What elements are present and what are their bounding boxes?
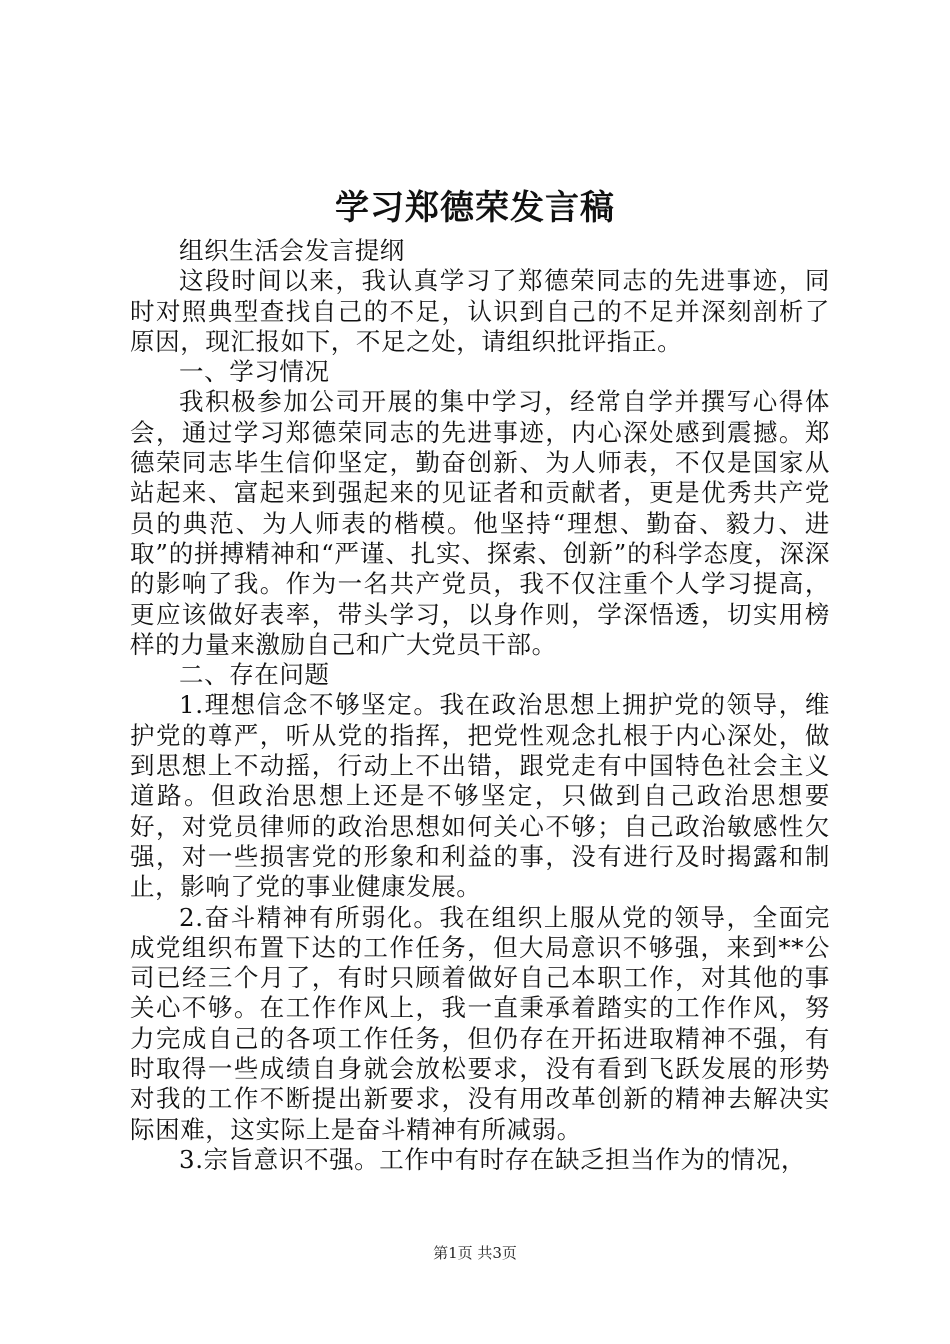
document-body bbox=[130, 236, 830, 1175]
paragraph-heading-outline: 组织生活会发言提纲 bbox=[179, 236, 405, 265]
paragraph-problem-3: 3.宗旨意识不强。工作中有时存在缺乏担当作为的情况， bbox=[179, 1144, 806, 1174]
section-heading-problems: 二、存在问题 bbox=[179, 660, 330, 690]
paragraph-problem-2: 2.奋斗精神有所弱化。我在组织上服从党的领导，全面完成党组织布置下达的工作任务，但大局意识不够强，来到**公司已经三个月了，有时只顾着做好自己本职工作，对其他的事关心不够。在工作作风上，我一直秉承着踏实的工作作风，努力完成自己的各项工作任务，但仍存在开拓进取精神不强，有时取得一些成绩自身就会放松要求，没有看到飞跃发展的形势对我的工作不断提出新要求，没有用改革创新的精神去解决实际困难，这实际上是奋斗精神有所减弱。 bbox=[130, 902, 831, 1144]
paragraph-intro: 这段时间以来，我认真学习了郑德荣同志的先进事迹，同时对照典型查找自己的不足，认识到自己的不足并深刻剖析了原因，现汇报如下，不足之处，请组织批评指正。 bbox=[130, 266, 830, 356]
page-footer: 第1页 共3页 bbox=[433, 1244, 517, 1262]
paragraph-problem-1: 1.理想信念不够坚定。我在政治思想上拥护党的领导，维护党的尊严，听从党的指挥，把党性观念扎根于内心深处，做到思想上不动摇，行动上不出错，跟党走有中国特色社会主义道路。但政治思想上还是不够坚定，只做到自己政治思想要好，对党员律师的政治思想如何关心不够；自己政治敏感性欠强，对一些损害党的形象和利益的事，没有进行及时揭露和制止，影响了党的事业健康发展。 bbox=[130, 690, 830, 902]
document-title: 学习郑德荣发言稿 bbox=[335, 188, 615, 228]
paragraph-study: 我积极参加公司开展的集中学习，经常自学并撰写心得体会，通过学习郑德荣同志的先进事迹，内心深处感到震撼。郑德荣同志毕生信仰坚定，勤奋创新、为人师表，不仅是国家从站起来、富起来到强起来的见证者和贡献者，更是优秀共产党员的典范、为人师表的楷模。他坚持“理想、勤奋、毅力、进取”的拼搏精神和“严谨、扎实、探索、创新”的科学态度，深深的影响了我。作为一名共产党员，我不仅注重个人学习提高，更应该做好表率，带头学习，以身作则，学深悟透，切实用榜样的力量来激励自己和广大党员干部。 bbox=[130, 387, 830, 659]
section-heading-study: 一、学习情况 bbox=[179, 357, 330, 387]
